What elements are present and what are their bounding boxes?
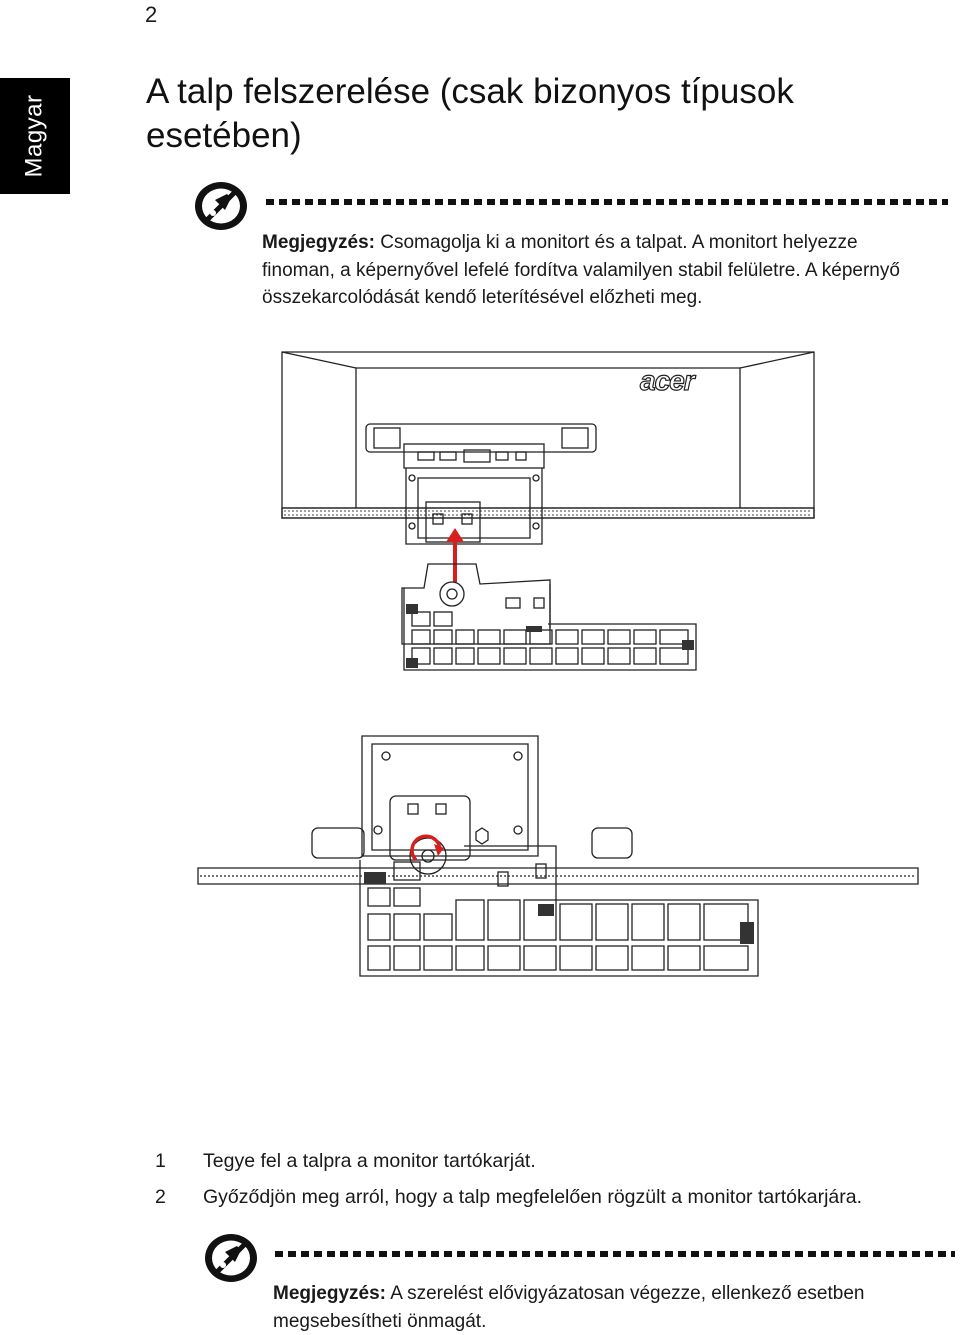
note-divider: [266, 199, 948, 205]
note-body: Csomagolja ki a monitort és a talpat. A monitort helyezze finoman, a képernyővel lefelé fordítva valamilyen stabil felületre. A képernyő összekarcolódását kendő leterítésével előzheti meg.: [262, 232, 900, 308]
figure-attach-stand: [278, 348, 818, 674]
note-pencil-icon: [193, 180, 249, 232]
note-paragraph: [262, 229, 930, 312]
step-number: 2: [155, 1186, 166, 1208]
page-number: 2: [145, 2, 158, 27]
step-item: [155, 1184, 945, 1210]
note-paragraph: [273, 1280, 933, 1335]
step-text: Győződjön meg arról, hogy a talp megfelelően rögzült a monitor tartókarjára.: [203, 1186, 863, 1208]
figure-stand-mounted: [192, 732, 924, 978]
brand-logo: acer: [640, 365, 694, 396]
section-title: A talp felszerelése (csak bizonyos típusok esetében): [146, 72, 794, 155]
step-item: [155, 1148, 935, 1174]
language-label: Magyar: [21, 94, 48, 178]
note-label: Megjegyzés:: [262, 232, 375, 253]
attach-direction-arrow: [446, 528, 464, 582]
step-number: 1: [155, 1150, 166, 1172]
step-text: Tegye fel a talpra a monitor tartókarját.: [203, 1150, 536, 1172]
note-label: Megjegyzés:: [273, 1283, 386, 1304]
note-pencil-icon: [203, 1232, 259, 1284]
note-body: A szerelést elővigyázatosan végezze, ellenkező esetben megsebesítheti önmagát.: [273, 1283, 865, 1332]
note-divider: [275, 1251, 955, 1257]
language-side-tab: [0, 78, 70, 194]
